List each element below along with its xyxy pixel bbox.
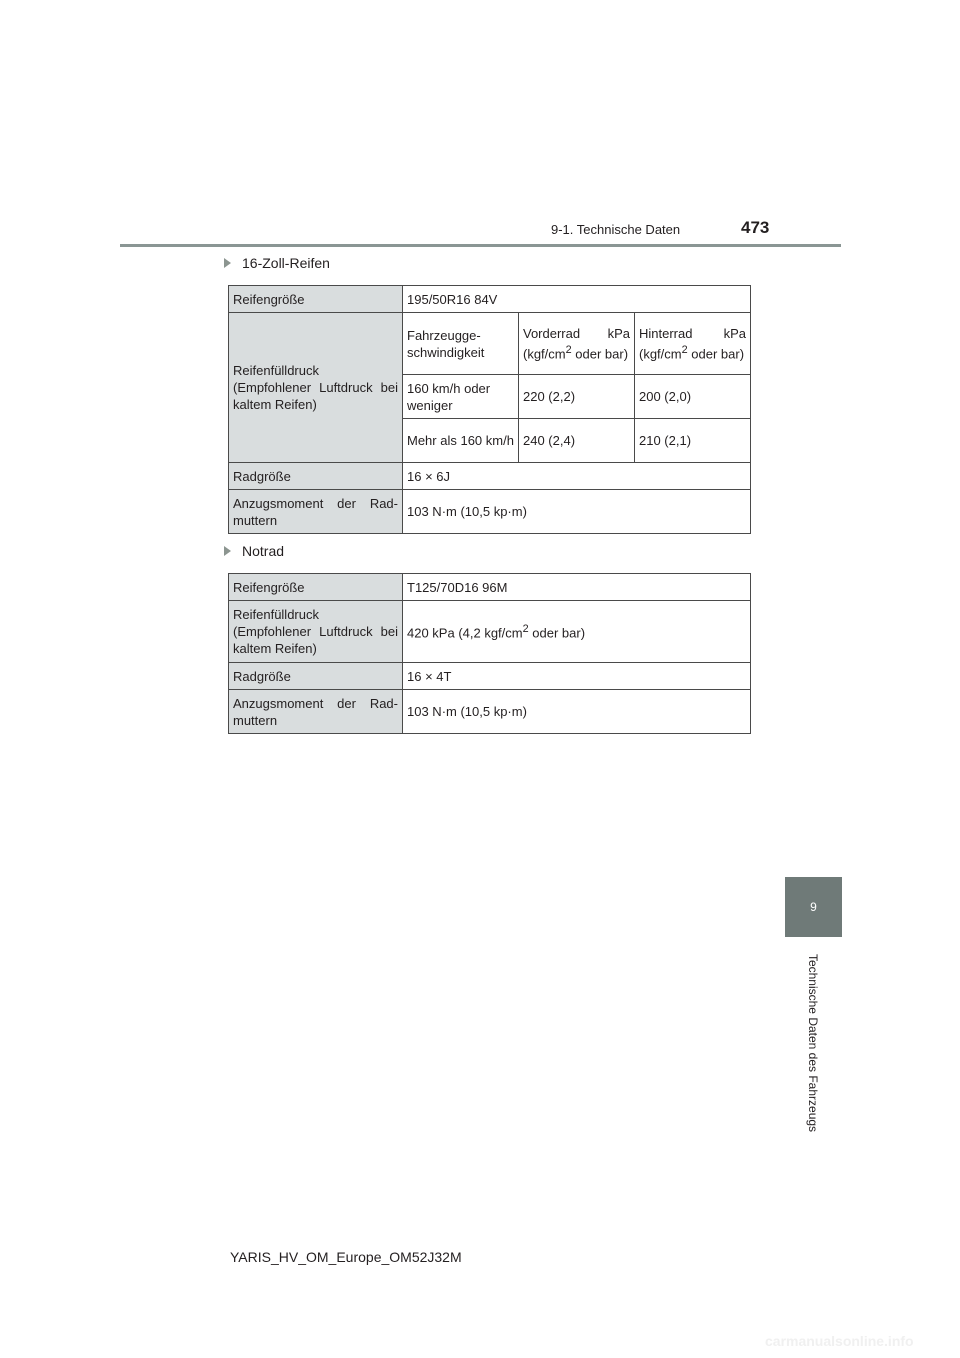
chapter-title-vertical: [802, 945, 824, 1140]
tire-table-16-inch: [228, 285, 751, 534]
section-heading-16-inch: [224, 255, 330, 271]
wheel-size-value: 16 × 6J: [403, 463, 751, 490]
table-row: [229, 663, 751, 690]
rear-column-header-text: Hinterrad kPa (kgf/cm: [639, 325, 747, 362]
table-row: [229, 313, 751, 375]
pressure-label: Reifenfülldruck (Empfohlener Luftdruck bei kaltem Reifen): [229, 601, 403, 663]
speed-cell: Mehr als 160 km/h: [403, 419, 519, 463]
page-number: 473: [741, 218, 770, 237]
watermark: carmanualsonline.info: [765, 1333, 914, 1349]
rear-column-header-suffix: oder bar): [691, 346, 745, 362]
chapter-tab: [785, 877, 842, 937]
rear-pressure-cell: 200 (2,0): [635, 375, 751, 419]
triangle-bullet-icon: [224, 546, 231, 556]
tire-size-label: Reifengröße: [229, 574, 403, 601]
torque-label: Anzugsmoment der Rad-muttern: [229, 690, 403, 734]
torque-label: Anzugsmoment der Rad-muttern: [229, 490, 403, 534]
front-column-header-suffix: oder bar): [575, 346, 629, 362]
chapter-number: 9: [810, 900, 817, 914]
rear-column-header: [635, 313, 751, 375]
pressure-value-sup: 2: [522, 623, 529, 636]
wheel-size-label: Radgröße: [229, 463, 403, 490]
speed-column-header: Fahrzeugge-schwindigkeit: [403, 313, 519, 375]
wheel-size-value: 16 × 4T: [403, 663, 751, 690]
table-row: [229, 690, 751, 734]
tire-table-spare: [228, 573, 751, 734]
pressure-value-suffix: oder bar): [528, 625, 586, 641]
triangle-bullet-icon: [224, 258, 231, 268]
pressure-value-text: 420 kPa (4,2 kgf/cm: [407, 625, 523, 641]
front-pressure-cell: 240 (2,4): [519, 419, 635, 463]
section-title: 9-1. Technische Daten: [551, 222, 681, 237]
footer-doc-id: YARIS_HV_OM_Europe_OM52J32M: [230, 1249, 462, 1265]
section-heading-spare: [224, 543, 284, 559]
table-row: [229, 574, 751, 601]
header-rule: [120, 244, 841, 247]
torque-value: 103 N·m (10,5 kp·m): [403, 690, 751, 734]
front-column-header-sup: 2: [565, 343, 572, 356]
table-row: [229, 286, 751, 313]
section-heading-spare-text: Notrad: [242, 543, 285, 559]
front-column-header: [519, 313, 635, 375]
wheel-size-label: Radgröße: [229, 663, 403, 690]
tire-size-value: T125/70D16 96M: [403, 574, 751, 601]
torque-value: 103 N·m (10,5 kp·m): [403, 490, 751, 534]
tire-size-value: 195/50R16 84V: [403, 286, 751, 313]
speed-cell: 160 km/h oder weniger: [403, 375, 519, 419]
rear-pressure-cell: 210 (2,1): [635, 419, 751, 463]
front-pressure-cell: 220 (2,2): [519, 375, 635, 419]
front-column-header-text: Vorderrad kPa (kgf/cm: [523, 325, 630, 362]
pressure-value: [403, 601, 751, 663]
table-row: [229, 601, 751, 663]
tire-size-label: Reifengröße: [229, 286, 403, 313]
table-row: [229, 490, 751, 534]
table-row: [229, 463, 751, 490]
pressure-label: Reifenfülldruck (Empfohlener Luftdruck bei kaltem Reifen): [229, 313, 403, 463]
chapter-title: Technische Daten des Fahrzeugs: [806, 953, 821, 1132]
section-heading-16-inch-text: 16-Zoll-Reifen: [242, 255, 330, 271]
rear-column-header-sup: 2: [681, 343, 688, 356]
